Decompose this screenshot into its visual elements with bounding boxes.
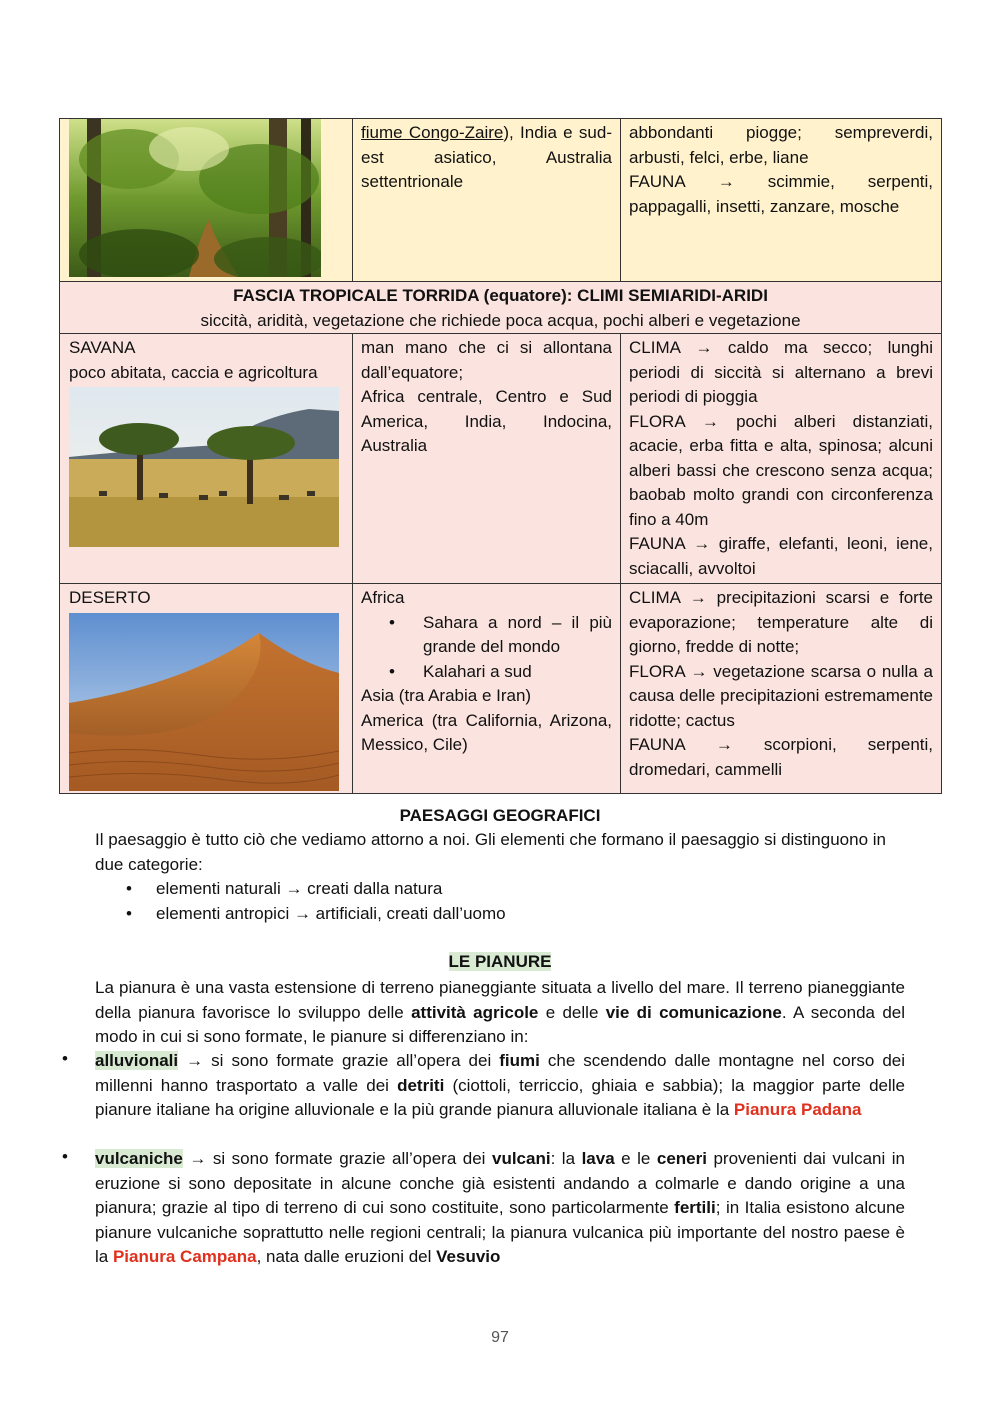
list-item: • Sahara a nord – il più grande del mondo (389, 611, 612, 660)
pianura-campana: Pianura Campana (112, 1247, 257, 1266)
savana-note: poco abitata, caccia e agricoltura (69, 362, 318, 382)
section-header-cell (60, 282, 942, 334)
table-row-savana (60, 334, 942, 584)
table-row-deserto (60, 584, 942, 794)
paesaggi-list (126, 877, 936, 926)
desert-photo (69, 613, 339, 791)
savana-clima: CLIMA → caldo ma secco; lunghi periodi di siccità si alternano a brevi periodi di pioggia (629, 338, 933, 406)
list-item: • Kalahari a sud (389, 660, 612, 685)
bullet-vulcaniche: • (62, 1147, 68, 1166)
forest-where-cell (353, 119, 621, 282)
forest-photo (69, 119, 321, 277)
deserto-fauna: FAUNA → scorpioni, serpenti, dromedari, cammelli (629, 735, 933, 779)
savana-flora: FLORA → pochi alberi distanziati, acacie, erba fitta e alta, spinosa; alcuni alberi bassi che crescono senza acqua; baobab molto grandi con circonferenza fino a 40m (629, 411, 933, 529)
paesaggi-title: PAESAGGI GEOGRAFICI (399, 806, 601, 825)
section-header-row (60, 282, 942, 334)
pianure-vulcaniche: vulcaniche → si sono formate grazie all’opera dei vulcani: la lava e le ceneri provenienti dai vulcani in eruzione si sono depositate in alcune conche già esistenti andando a colmarle e dando origine a una pianura; grazie al tipo di terreno di cui sono costituite, sono particolarmente fertili; in Italia esistono alcune pianure vulcaniche soprattutto nelle regioni centrali; la pianura vulcanica più importante del nostro paese è la Pianura Campana, nata dalle eruzioni del Vesuvio (95, 1149, 906, 1266)
forest-fauna: FAUNA → scimmie, serpenti, pappagalli, insetti, zanzare, mosche (629, 172, 933, 216)
savana-desc-cell (621, 334, 942, 584)
deserto-clima: CLIMA → precipitazioni scarsi e forte evaporazione; temperature alte di giorno, fredde di notte; (629, 588, 933, 656)
climate-table (59, 118, 942, 794)
savana-name: SAVANA (69, 338, 136, 357)
term-vulcaniche: vulcaniche (95, 1149, 183, 1168)
pianure-title: LE PIANURE (448, 952, 552, 971)
section-title: FASCIA TROPICALE TORRIDA (equatore): CLIMI SEMIARIDI-ARIDI (233, 286, 768, 305)
savana-where-cell (353, 334, 621, 584)
list-item: • elementi naturali → creati dalla natura (126, 879, 443, 898)
list-item: • elementi antropici → artificiali, creati dall’uomo (126, 903, 506, 923)
pianure-intro: La pianura è una vasta estensione di terreno pianeggiante situata a livello del mare. Il terreno pianeggiante della pianura favorisce lo sviluppo delle attività agricole e delle vie di comunicazione. A seconda del modo in cui si sono formate, le pianure si differenziano in: (95, 978, 905, 1046)
table-row-forest (60, 119, 942, 282)
deserto-where-america: America (tra California, Arizona, Messico, Cile) (361, 710, 612, 754)
pianure-title-wrap (0, 952, 1000, 972)
deserto-name-cell (60, 584, 353, 794)
term-alluvionali: alluvionali (95, 1051, 179, 1070)
forest-desc-cell (621, 119, 942, 282)
deserto-name: DESERTO (69, 588, 151, 607)
bullet-alluvionali: • (62, 1049, 68, 1068)
deserto-where-cell (353, 584, 621, 794)
forest-where-text: ), India e sud-est asiatico, Australia settentrionale (361, 123, 613, 191)
deserto-flora: FLORA → vegetazione scarsa o nulla a causa delle precipitazioni estremamente ridotte; cactus (629, 661, 933, 730)
savana-where-2: Africa centrale, Centro e Sud America, India, Indocina, Australia (361, 387, 612, 455)
deserto-where-asia: Asia (tra Arabia e Iran) (361, 686, 532, 705)
page-number: 97 (491, 1329, 509, 1346)
pianure-alluvionali: alluvionali → si sono formate grazie all’opera dei fiumi che scendendo dalle montagne nel corso dei millenni hanno trasportato a valle dei detriti (ciottoli, terriccio, ghiaia e sabbia); la maggior parte delle pianure italiane ha origine alluvionale e la più grande pianura alluvionale italiana è la Pianura Padana (95, 1051, 906, 1119)
congo-link[interactable]: fiume Congo-Zaire (361, 123, 504, 142)
savana-name-cell (60, 334, 353, 584)
savana-where-1: man mano che ci si allontana dall’equatore; (361, 338, 612, 382)
section-subtitle: siccità, aridità, vegetazione che richiede poca acqua, pochi alberi e vegetazione (200, 310, 801, 330)
pianura-padana: Pianura Padana (733, 1100, 862, 1119)
forest-image-cell (60, 119, 353, 282)
deserto-desc-cell (621, 584, 942, 794)
forest-flora: abbondanti piogge; sempreverdi, arbusti, felci, erbe, liane (629, 123, 933, 167)
savana-fauna: FAUNA → giraffe, elefanti, leoni, iene, sciacalli, avvoltoi (629, 534, 933, 578)
paesaggi-intro: Il paesaggio è tutto ciò che vediamo attorno a noi. Gli elementi che formano il paesaggio si distinguono in due categorie: (95, 830, 886, 874)
deserto-where-africa: Africa (361, 588, 405, 607)
deserto-africa-list (361, 611, 612, 685)
savana-photo (69, 387, 339, 547)
